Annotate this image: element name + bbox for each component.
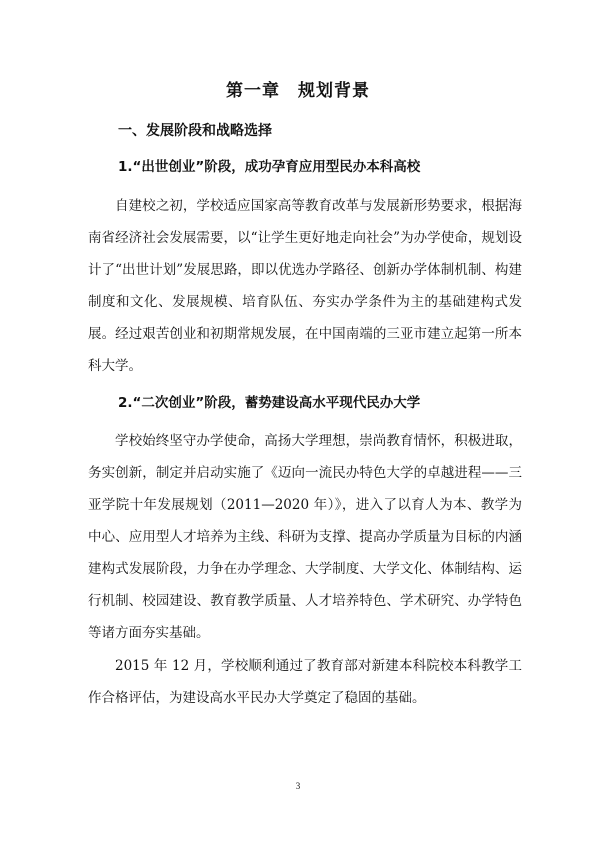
- page-number: 3: [295, 781, 301, 791]
- paragraph-2: 学校始终坚守办学使命，高扬大学理想，崇尚教育情怀，积极进取，务实创新，制定并启动实施了《迈向一流民办特色大学的卓越进程——三亚学院十年发展规划（2011—2020 年）》，进入了以育人为本、教学为中心、应用型人才培养为主线、科研为支撑、提高办学质量为目标的内涵建构式发展阶段，力争在办学理念、大学制度、大学文化、体制结构、运行机制、校园建设、教育教学质量、人才培养特色、学术研究、办学特色等诸方面夯实基础。: [88, 433, 522, 641]
- section-heading: 一、发展阶段和战略选择: [118, 123, 272, 139]
- paragraph-1: 自建校之初，学校适应国家高等教育改革与发展新形势要求，根据海南省经济社会发展需要，以“让学生更好地走向社会”为办学使命，规划设计了“出世计划”发展思路，即以优选办学路径、创新办学体制机制、构建制度和文化、发展规模、培育队伍、夯实办学条件为主的基础建构式发展。经过艰苦创业和初期常规发展，在中国南端的三亚市建立起第一所本科大学。: [88, 198, 522, 374]
- subsection-heading-1: 1.“出世创业”阶段，成功孕育应用型民办本科高校: [118, 159, 421, 175]
- paragraph-3: 2015 年 12 月，学校顺利通过了教育部对新建本科院校本科教学工作合格评估，为建设高水平民办大学奠定了稳固的基础。: [88, 658, 522, 706]
- subsection-heading-2: 2.“二次创业”阶段，蓄势建设高水平现代民办大学: [118, 395, 421, 411]
- chapter-title: 第一章 规划背景: [226, 81, 370, 101]
